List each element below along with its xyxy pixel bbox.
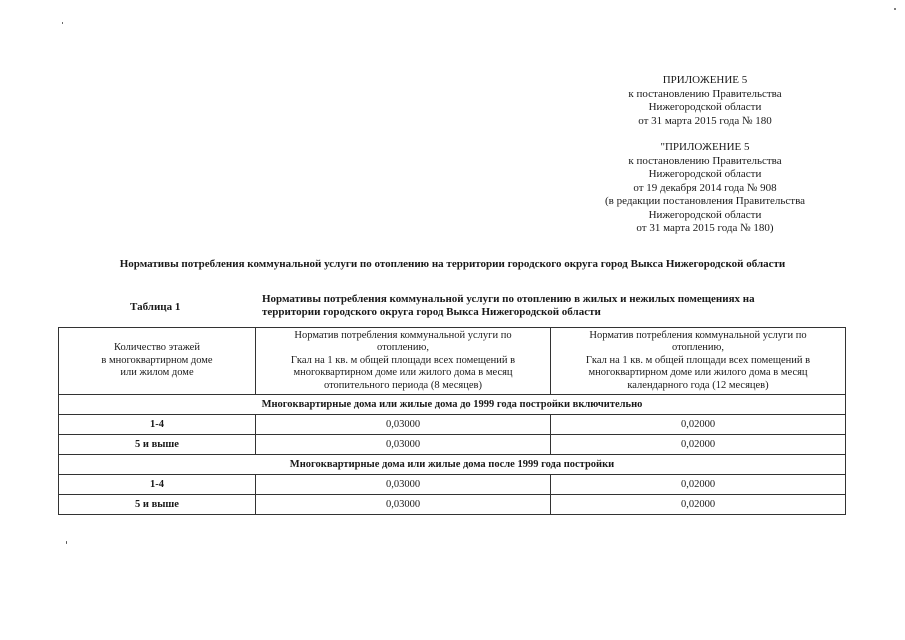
header-heating-period-norm: Норматив потребления коммунальной услуги по отоплению, Гкал на 1 кв. м общей площади всех помещений в многоквартирном доме или жилого дома в месяц отопительного периода (8 месяцев) xyxy=(256,328,551,395)
group-title: Многоквартирные дома или жилые дома до 1999 года постройки включительно xyxy=(59,395,846,415)
cell-floors: 5 и выше xyxy=(59,495,256,515)
cell-floors: 5 и выше xyxy=(59,435,256,455)
table-caption-line: территории городского округа город Выкса Нижегородской области xyxy=(262,306,601,318)
cell-floors: 1-4 xyxy=(59,415,256,435)
table-row xyxy=(59,435,846,455)
header-calendar-year-norm: Норматив потребления коммунальной услуги по отоплению, Гкал на 1 кв. м общей площади всех помещений в многоквартирном доме или жилого дома в месяц календарного года (12 месяцев) xyxy=(551,328,846,395)
cell-calendar-year: 0,02000 xyxy=(551,415,846,435)
cell-heating-period: 0,03000 xyxy=(256,435,551,455)
table-header-row xyxy=(59,328,846,395)
table-group-row xyxy=(59,395,846,415)
cell-calendar-year: 0,02000 xyxy=(551,435,846,455)
cell-heating-period: 0,03000 xyxy=(256,475,551,495)
table-row xyxy=(59,495,846,515)
cell-heating-period: 0,03000 xyxy=(256,495,551,515)
appendix-line: от 19 декабря 2014 года № 908 xyxy=(633,181,777,194)
appendix-reference-original xyxy=(560,141,850,236)
appendix-line: ПРИЛОЖЕНИЕ 5 xyxy=(662,74,748,86)
appendix-line: от 31 марта 2015 года № 180 xyxy=(638,114,772,127)
scan-speck xyxy=(66,541,67,544)
table-group-row xyxy=(59,455,846,475)
appendix-line: к постановлению Правительства xyxy=(628,87,782,100)
cell-calendar-year: 0,02000 xyxy=(551,475,846,495)
table-row xyxy=(59,415,846,435)
cell-floors: 1-4 xyxy=(59,475,256,495)
appendix-line: (в редакции постановления Правительства xyxy=(604,195,806,207)
table-caption xyxy=(262,293,822,319)
appendix-line: Нижегородской области xyxy=(648,101,762,113)
appendix-reference-current xyxy=(560,74,850,128)
cell-heating-period: 0,03000 xyxy=(256,415,551,435)
group-title: Многоквартирные дома или жилые дома после 1999 года постройки xyxy=(59,455,846,475)
table-caption-line: Нормативы потребления коммунальной услуги по отоплению в жилых и нежилых помещениях на xyxy=(262,293,755,305)
table-row xyxy=(59,475,846,495)
scan-speck xyxy=(894,8,896,10)
appendix-line: Нижегородской области xyxy=(648,208,762,221)
appendix-line: к постановлению Правительства xyxy=(628,154,782,167)
appendix-line: "ПРИЛОЖЕНИЕ 5 xyxy=(660,141,750,153)
appendix-line: Нижегородской области xyxy=(648,168,762,180)
norms-table xyxy=(58,327,846,515)
scan-speck xyxy=(62,22,63,24)
header-floors: Количество этажей в многоквартирном доме или жилом доме xyxy=(59,328,256,395)
appendix-line: от 31 марта 2015 года № 180) xyxy=(636,222,774,234)
cell-calendar-year: 0,02000 xyxy=(551,495,846,515)
table-label: Таблица 1 xyxy=(130,301,181,313)
document-title: Нормативы потребления коммунальной услуги по отоплению на территории городского округа город Выкса Нижегородской области xyxy=(119,258,786,270)
